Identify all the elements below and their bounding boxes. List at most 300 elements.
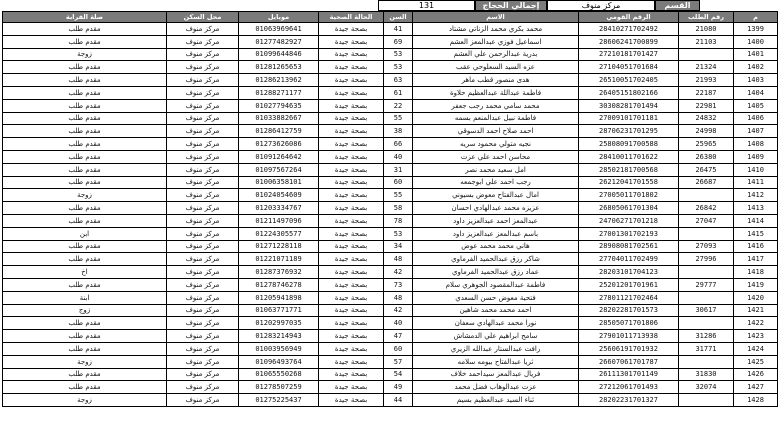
table-row <box>3 99 778 112</box>
cell-residence: مركز منوف <box>167 214 239 227</box>
cell-relation: مقدم طلب <box>3 381 167 394</box>
cell-mobile: 01278507259 <box>239 381 319 394</box>
cell-age: 60 <box>384 176 413 189</box>
cell-national: 28410011701622 <box>579 150 679 163</box>
cell-m: 1428 <box>734 394 778 407</box>
cell-health: بصحة جيدة <box>319 138 384 151</box>
cell-mobile: 01091264642 <box>239 150 319 163</box>
cell-req: 26380 <box>679 150 734 163</box>
cell-m: 1400 <box>734 35 778 48</box>
cell-health: بصحة جيدة <box>319 99 384 112</box>
column-header: الحالة الصحية <box>319 12 384 23</box>
cell-residence: مركز منوف <box>167 266 239 279</box>
cell-residence: مركز منوف <box>167 23 239 36</box>
cell-residence: مركز منوف <box>167 394 239 407</box>
cell-name: شاكر رزق عبدالحميد الفرماوي <box>413 253 579 266</box>
cell-m: 1414 <box>734 214 778 227</box>
cell-name: باسم عبدالمعز عبدالعزيز داود <box>413 227 579 240</box>
cell-relation: زوجة <box>3 355 167 368</box>
cell-m: 1407 <box>734 125 778 138</box>
cell-residence: مركز منوف <box>167 227 239 240</box>
cell-relation: ابن <box>3 227 167 240</box>
table-row <box>3 317 778 330</box>
cell-req <box>679 291 734 304</box>
cell-req: 26687 <box>679 176 734 189</box>
cell-age: 55 <box>384 112 413 125</box>
cell-residence: مركز منوف <box>167 304 239 317</box>
cell-residence: مركز منوف <box>167 381 239 394</box>
cell-residence: مركز منوف <box>167 330 239 343</box>
column-header: السن <box>384 12 413 23</box>
cell-age: 31 <box>384 163 413 176</box>
cell-health: بصحة جيدة <box>319 304 384 317</box>
cell-age: 53 <box>384 48 413 61</box>
cell-name: هاني محمد محمد عوض <box>413 240 579 253</box>
table-row <box>3 48 778 61</box>
cell-m: 1419 <box>734 278 778 291</box>
cell-age: 44 <box>384 394 413 407</box>
cell-residence: مركز منوف <box>167 176 239 189</box>
cell-name: بدرية عبدالرحمن علي العشم <box>413 48 579 61</box>
table-row <box>3 74 778 87</box>
cell-relation: مقدم طلب <box>3 342 167 355</box>
cell-m: 1406 <box>734 112 778 125</box>
cell-name: احمد صلاح احمد الدسوقي <box>413 125 579 138</box>
table-row <box>3 355 778 368</box>
cell-req: 21080 <box>679 23 734 36</box>
table-row <box>3 278 778 291</box>
table-row <box>3 291 778 304</box>
cell-mobile: 01099644846 <box>239 48 319 61</box>
cell-req: 31286 <box>679 330 734 343</box>
cell-mobile: 01203334767 <box>239 202 319 215</box>
table-row <box>3 163 778 176</box>
table-row <box>3 368 778 381</box>
cell-req: 21993 <box>679 74 734 87</box>
header-center-name: مركز منوف <box>547 0 655 11</box>
cell-relation: مقدم طلب <box>3 163 167 176</box>
table-row <box>3 61 778 74</box>
cell-health: بصحة جيدة <box>319 176 384 189</box>
cell-national: 25808091700588 <box>579 138 679 151</box>
cell-m: 1405 <box>734 99 778 112</box>
cell-relation: مقدم طلب <box>3 176 167 189</box>
cell-name: هدى منصور قطب ماهر <box>413 74 579 87</box>
cell-health: بصحة جيدة <box>319 342 384 355</box>
cell-relation: مقدم طلب <box>3 368 167 381</box>
cell-mobile: 01288271177 <box>239 86 319 99</box>
cell-health: بصحة جيدة <box>319 214 384 227</box>
cell-req: 31830 <box>679 368 734 381</box>
cell-residence: مركز منوف <box>167 99 239 112</box>
cell-m: 1421 <box>734 304 778 317</box>
cell-relation: مقدم طلب <box>3 330 167 343</box>
cell-req: 31771 <box>679 342 734 355</box>
cell-name: امال عبدالفتاح معوض بسيوني <box>413 189 579 202</box>
cell-name: احمد محمد محمد شاهين <box>413 304 579 317</box>
cell-residence: مركز منوف <box>167 35 239 48</box>
cell-m: 1404 <box>734 86 778 99</box>
table-row <box>3 23 778 36</box>
table-row <box>3 266 778 279</box>
cell-name: فاطمة نبيل عبدالمنعم بسمه <box>413 112 579 125</box>
table-row <box>3 381 778 394</box>
cell-health: بصحة جيدة <box>319 317 384 330</box>
cell-req: 25965 <box>679 138 734 151</box>
cell-national: 30308281701494 <box>579 99 679 112</box>
cell-m: 1410 <box>734 163 778 176</box>
table-row <box>3 304 778 317</box>
cell-name: امل سعيد محمد نصر <box>413 163 579 176</box>
cell-age: 55 <box>384 189 413 202</box>
cell-m: 1420 <box>734 291 778 304</box>
cell-m: 1411 <box>734 176 778 189</box>
cell-relation: مقدم طلب <box>3 240 167 253</box>
table-row <box>3 176 778 189</box>
cell-residence: مركز منوف <box>167 368 239 381</box>
cell-national: 27104051701684 <box>579 61 679 74</box>
cell-mobile: 01033882667 <box>239 112 319 125</box>
cell-health: بصحة جيدة <box>319 86 384 99</box>
cell-age: 57 <box>384 355 413 368</box>
cell-residence: مركز منوف <box>167 278 239 291</box>
cell-age: 60 <box>384 342 413 355</box>
column-header: الرقم القومي <box>579 12 679 23</box>
cell-national: 27001301702193 <box>579 227 679 240</box>
cell-mobile: 01286412759 <box>239 125 319 138</box>
cell-residence: مركز منوف <box>167 291 239 304</box>
cell-age: 63 <box>384 74 413 87</box>
cell-m: 1416 <box>734 240 778 253</box>
cell-age: 61 <box>384 86 413 99</box>
cell-req: 24832 <box>679 112 734 125</box>
cell-national: 27801121702464 <box>579 291 679 304</box>
table-row <box>3 214 778 227</box>
cell-national: 28908081702561 <box>579 240 679 253</box>
cell-name: محمد بكري محمد الزناتي مشتاد <box>413 23 579 36</box>
cell-health: بصحة جيدة <box>319 278 384 291</box>
cell-req: 32074 <box>679 381 734 394</box>
cell-m: 1403 <box>734 74 778 87</box>
cell-m: 1426 <box>734 368 778 381</box>
cell-residence: مركز منوف <box>167 189 239 202</box>
cell-m: 1412 <box>734 189 778 202</box>
table-row <box>3 35 778 48</box>
cell-residence: مركز منوف <box>167 125 239 138</box>
cell-age: 41 <box>384 23 413 36</box>
cell-name: رجب احمد علي ابوجمعه <box>413 176 579 189</box>
cell-relation: زوجة <box>3 394 167 407</box>
table-header-row <box>3 12 778 23</box>
cell-req: 27996 <box>679 253 734 266</box>
cell-m: 1418 <box>734 266 778 279</box>
column-header: صلة القرابة <box>3 12 167 23</box>
table-row <box>3 240 778 253</box>
cell-residence: مركز منوف <box>167 150 239 163</box>
cell-relation: اخ <box>3 266 167 279</box>
cell-name: نورا محمد عبدالهادي سعفان <box>413 317 579 330</box>
cell-relation: مقدم طلب <box>3 74 167 87</box>
cell-relation: مقدم طلب <box>3 202 167 215</box>
column-header: م <box>734 12 778 23</box>
cell-national: 27009101701181 <box>579 112 679 125</box>
cell-name: عماد رزق عبدالحميد الفرماوي <box>413 266 579 279</box>
cell-mobile: 01287376932 <box>239 266 319 279</box>
cell-mobile: 01277482927 <box>239 35 319 48</box>
cell-national: 27901011713938 <box>579 330 679 343</box>
cell-mobile: 01275225437 <box>239 394 319 407</box>
cell-national: 25201201701961 <box>579 278 679 291</box>
cell-relation: مقدم طلب <box>3 138 167 151</box>
cell-health: بصحة جيدة <box>319 112 384 125</box>
cell-req <box>679 266 734 279</box>
cell-name: محاسن احمد علي عزت <box>413 150 579 163</box>
cell-mobile: 01286213962 <box>239 74 319 87</box>
cell-req: 30617 <box>679 304 734 317</box>
cell-age: 47 <box>384 330 413 343</box>
cell-residence: مركز منوف <box>167 48 239 61</box>
cell-national: 28203101704123 <box>579 266 679 279</box>
cell-req: 26475 <box>679 163 734 176</box>
cell-relation: مقدم طلب <box>3 61 167 74</box>
cell-age: 54 <box>384 368 413 381</box>
cell-age: 69 <box>384 35 413 48</box>
table-row <box>3 202 778 215</box>
cell-m: 1423 <box>734 330 778 343</box>
cell-residence: مركز منوف <box>167 202 239 215</box>
cell-age: 42 <box>384 304 413 317</box>
cell-health: بصحة جيدة <box>319 355 384 368</box>
cell-name: فاطمة عبدالمقصود الجوهري سلام <box>413 278 579 291</box>
cell-m: 1422 <box>734 317 778 330</box>
cell-health: بصحة جيدة <box>319 23 384 36</box>
table-row <box>3 227 778 240</box>
cell-health: بصحة جيدة <box>319 291 384 304</box>
cell-req <box>679 189 734 202</box>
cell-residence: مركز منوف <box>167 163 239 176</box>
cell-age: 53 <box>384 61 413 74</box>
cell-mobile: 01224305577 <box>239 227 319 240</box>
cell-health: بصحة جيدة <box>319 61 384 74</box>
cell-mobile: 01097567264 <box>239 163 319 176</box>
cell-residence: مركز منوف <box>167 138 239 151</box>
cell-m: 1417 <box>734 253 778 266</box>
header-total-value: 131 <box>378 0 475 11</box>
table-row <box>3 138 778 151</box>
cell-name: عزت عبدالوهاب فضل محمد <box>413 381 579 394</box>
cell-national: 27212061701493 <box>579 381 679 394</box>
cell-mobile: 01096493764 <box>239 355 319 368</box>
cell-health: بصحة جيدة <box>319 368 384 381</box>
cell-residence: مركز منوف <box>167 253 239 266</box>
cell-relation: مقدم طلب <box>3 125 167 138</box>
cell-mobile: 01271228118 <box>239 240 319 253</box>
cell-health: بصحة جيدة <box>319 381 384 394</box>
cell-age: 66 <box>384 138 413 151</box>
cell-relation: مقدم طلب <box>3 35 167 48</box>
cell-national: 28410271702492 <box>579 23 679 36</box>
cell-mobile: 01027794635 <box>239 99 319 112</box>
cell-national: 26607061701787 <box>579 355 679 368</box>
cell-relation: مقدم طلب <box>3 99 167 112</box>
cell-name: ثريا عبدالفتاح بيومه سلامه <box>413 355 579 368</box>
cell-age: 22 <box>384 99 413 112</box>
cell-m: 1402 <box>734 61 778 74</box>
cell-residence: مركز منوف <box>167 74 239 87</box>
cell-age: 48 <box>384 291 413 304</box>
header-total-label: إجمالي الحجاج <box>475 0 547 11</box>
cell-relation: مقدم طلب <box>3 317 167 330</box>
cell-mobile: 01281265653 <box>239 61 319 74</box>
cell-name: فتحية معوض حسن السعدي <box>413 291 579 304</box>
cell-age: 73 <box>384 278 413 291</box>
column-header: محل السكن <box>167 12 239 23</box>
cell-req: 22981 <box>679 99 734 112</box>
cell-req <box>679 355 734 368</box>
table-row <box>3 150 778 163</box>
cell-health: بصحة جيدة <box>319 163 384 176</box>
table-row <box>3 342 778 355</box>
cell-req: 29777 <box>679 278 734 291</box>
cell-name: رافت عبدالستار عبدالله الزيري <box>413 342 579 355</box>
table-row <box>3 253 778 266</box>
cell-national: 25606191701932 <box>579 342 679 355</box>
cell-relation: مقدم طلب <box>3 150 167 163</box>
cell-national: 28505071701806 <box>579 317 679 330</box>
cell-name: عزه السيد السعلوحي عقب <box>413 61 579 74</box>
cell-age: 40 <box>384 150 413 163</box>
cell-m: 1399 <box>734 23 778 36</box>
cell-relation: ابنة <box>3 291 167 304</box>
cell-age: 78 <box>384 214 413 227</box>
cell-m: 1413 <box>734 202 778 215</box>
column-header: موبايل <box>239 12 319 23</box>
cell-health: بصحة جيدة <box>319 253 384 266</box>
cell-req <box>679 317 734 330</box>
cell-relation: مقدم طلب <box>3 86 167 99</box>
cell-mobile: 01283214943 <box>239 330 319 343</box>
cell-mobile: 01211497096 <box>239 214 319 227</box>
cell-mobile: 01065550268 <box>239 368 319 381</box>
cell-req <box>679 394 734 407</box>
column-header: رقم الطلب <box>679 12 734 23</box>
cell-age: 40 <box>384 317 413 330</box>
cell-health: بصحة جيدة <box>319 150 384 163</box>
cell-req <box>679 227 734 240</box>
cell-residence: مركز منوف <box>167 355 239 368</box>
cell-residence: مركز منوف <box>167 112 239 125</box>
cell-relation: زوج <box>3 304 167 317</box>
table-row <box>3 112 778 125</box>
cell-m: 1427 <box>734 381 778 394</box>
cell-health: بصحة جيدة <box>319 266 384 279</box>
cell-national: 27210181701427 <box>579 48 679 61</box>
cell-name: اسماعيل فوزي عبدالمعز العشم <box>413 35 579 48</box>
cell-national: 28706231701295 <box>579 125 679 138</box>
cell-national: 26805061701304 <box>579 202 679 215</box>
cell-mobile: 01221071189 <box>239 253 319 266</box>
table-row <box>3 189 778 202</box>
cell-national: 24706271701218 <box>579 214 679 227</box>
cell-residence: مركز منوف <box>167 317 239 330</box>
cell-name: فريال عبدالمعز سيداحمد خلاف <box>413 368 579 381</box>
cell-mobile: 01278746278 <box>239 278 319 291</box>
cell-relation: مقدم طلب <box>3 23 167 36</box>
cell-health: بصحة جيدة <box>319 202 384 215</box>
cell-national: 26212041701558 <box>579 176 679 189</box>
cell-national: 28202231701327 <box>579 394 679 407</box>
cell-name: عزيزه محمد عبدالهادي احسان <box>413 202 579 215</box>
cell-national: 27005011701802 <box>579 189 679 202</box>
cell-m: 1425 <box>734 355 778 368</box>
cell-health: بصحة جيدة <box>319 48 384 61</box>
cell-mobile: 01006358101 <box>239 176 319 189</box>
cell-residence: مركز منوف <box>167 342 239 355</box>
cell-m: 1424 <box>734 342 778 355</box>
cell-mobile: 01024054609 <box>239 189 319 202</box>
cell-relation: مقدم طلب <box>3 278 167 291</box>
cell-name: نجيه متولي محمود سريه <box>413 138 579 151</box>
cell-national: 28202281701573 <box>579 304 679 317</box>
cell-health: بصحة جيدة <box>319 240 384 253</box>
cell-residence: مركز منوف <box>167 86 239 99</box>
cell-name: عبدالمعز احمد عبدالعزيز داود <box>413 214 579 227</box>
cell-req <box>679 48 734 61</box>
cell-mobile: 01003956949 <box>239 342 319 355</box>
cell-req: 22187 <box>679 86 734 99</box>
cell-national: 28502181700568 <box>579 163 679 176</box>
cell-age: 38 <box>384 125 413 138</box>
cell-national: 28606241700899 <box>579 35 679 48</box>
cell-req: 21324 <box>679 61 734 74</box>
cell-m: 1408 <box>734 138 778 151</box>
pilgrims-table <box>2 11 778 407</box>
cell-req: 24998 <box>679 125 734 138</box>
cell-age: 48 <box>384 253 413 266</box>
table-body <box>3 23 778 407</box>
table-row <box>3 125 778 138</box>
cell-m: 1415 <box>734 227 778 240</box>
cell-mobile: 01205941898 <box>239 291 319 304</box>
cell-national: 26111301701149 <box>579 368 679 381</box>
cell-relation: مقدم طلب <box>3 253 167 266</box>
cell-mobile: 01063771771 <box>239 304 319 317</box>
cell-health: بصحة جيدة <box>319 394 384 407</box>
cell-health: بصحة جيدة <box>319 189 384 202</box>
cell-health: بصحة جيدة <box>319 35 384 48</box>
cell-name: ثناء السيد عبدالعظيم بسيم <box>413 394 579 407</box>
cell-health: بصحة جيدة <box>319 227 384 240</box>
cell-mobile: 01273626086 <box>239 138 319 151</box>
cell-health: بصحة جيدة <box>319 125 384 138</box>
cell-name: محمد سامي محمد رجب جعفر <box>413 99 579 112</box>
cell-health: بصحة جيدة <box>319 74 384 87</box>
cell-req: 27093 <box>679 240 734 253</box>
cell-residence: مركز منوف <box>167 240 239 253</box>
cell-national: 27704011702499 <box>579 253 679 266</box>
cell-req: 26842 <box>679 202 734 215</box>
column-header: الاسم <box>413 12 579 23</box>
cell-m: 1401 <box>734 48 778 61</box>
cell-req: 27047 <box>679 214 734 227</box>
table-row <box>3 86 778 99</box>
cell-relation: زوجة <box>3 48 167 61</box>
cell-m: 1409 <box>734 150 778 163</box>
table-row <box>3 330 778 343</box>
cell-relation: مقدم طلب <box>3 214 167 227</box>
cell-national: 26405151802166 <box>579 86 679 99</box>
cell-mobile: 01063969641 <box>239 23 319 36</box>
